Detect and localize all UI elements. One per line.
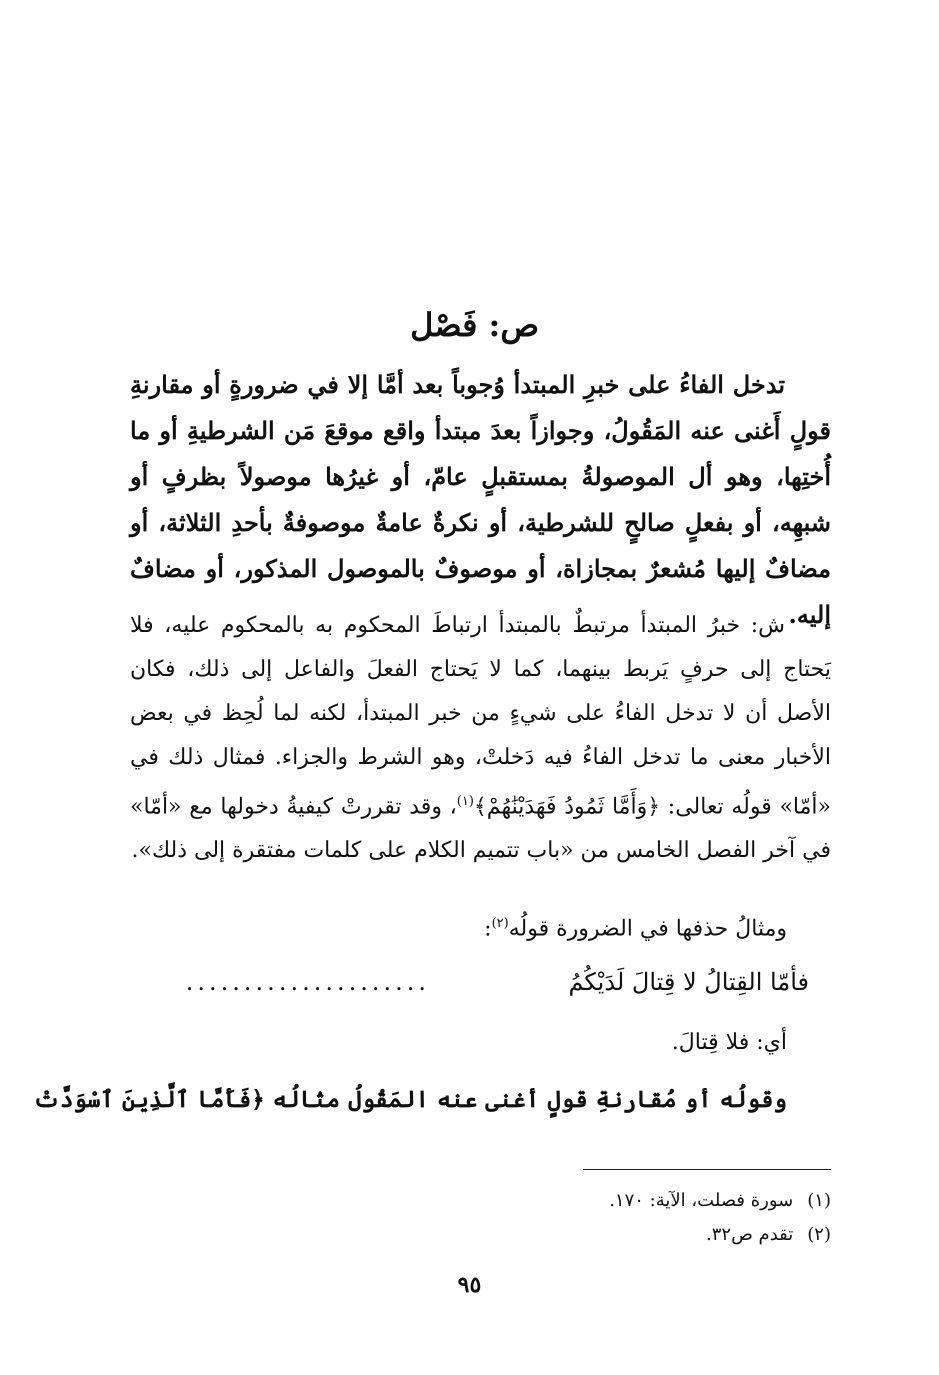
footnote-text: سورة فصلت، الآية: ١٧٠. <box>609 1190 794 1211</box>
footnote-item <box>609 1184 831 1218</box>
footnote-number: (٢) <box>807 1224 831 1245</box>
sharh-text-part2: ، وقد تقررتْ كيفيةُ دخولها مع «أمّا» في آخر الفصل الخامس من «باب تتميم الكلام على كلمات مفتقرة إلى ذلك». <box>130 794 831 864</box>
explanation-line: أي: فلا قِتالَ. <box>671 1030 787 1055</box>
sharh-text-part1: ش: خبرُ المبتدأ مرتبطٌ بالمبتدأ ارتباطَ المحكوم به بالمحكوم عليه، فلا يَحتاج إلى حرفٍ يَربط بينهما، كما لا يَحتاج الفعلَ والفاعل إلى ذلك، فكان الأصل أن لا تدخل الفاءُ على شيءٍ من خبر المبتدأ، لكنه لما لُحِظ في بعض الأخبار معنى ما تدخل الفاءُ فيه دَخلتْ، وهو الشرط والجزاء. فمثال ذلك في «أمّا» قولُه تعالى: ﴿وَأَمَّا ثَمُودُ فَهَدَيْنَٰهُمْ﴾ <box>130 613 831 820</box>
footnotes-list <box>609 1184 831 1252</box>
sharh-example-colon: : <box>484 916 492 942</box>
footnote-separator <box>583 1169 831 1170</box>
matn-text: تدخل الفاءُ على خبرِ المبتدأ وُجوباً بعد أمَّا إلا في ضرورةٍ أو مقارنةِ قولٍ أَغنى عنه المَقُولُ، وجوازاً بعدَ مبتدأ واقع موقعَ مَن الشرطيةِ أو ما أُختِها، وهو أل الموصولةُ بمستقبلٍ عامّ، أو غيرُها موصولاً بظرفٍ أو شبهِه، أو بفعلٍ صالحٍ للشرطية، أو نكرةٌ عامةٌ موصوفةٌ بأحدِ الثلاثة، أو مضافٌ إليها مُشعرٌ بمجازاة، أو موصوفٌ بالموصول المذكور، أو مضافٌ إليه. <box>130 370 831 629</box>
continuation-line: وقولُه أو مُقارنةِ قولٍ أغنى عنه المَقُولُ مثالُه ﴿فَأَمَّا ٱلَّذِينَ ٱسْوَدَّتْ <box>33 1086 787 1113</box>
sharh-example-text: ومثالُ حذفها في الضرورة قولُه <box>508 916 787 942</box>
footnote-text: تقدم ص٣٢. <box>705 1224 794 1245</box>
poetry-verse <box>170 968 809 1012</box>
sharh-paragraph <box>130 604 831 873</box>
page-number: ٩٥ <box>457 1272 482 1298</box>
sharh-example-line <box>484 916 787 941</box>
verse-second-hemistich-dots: ..................... <box>185 968 430 996</box>
section-heading: ص: فَصْل <box>410 306 539 344</box>
verse-first-hemistich: فأمّا القِتالُ لا قِتالَ لَدَيْكُمُ <box>568 968 809 996</box>
footnote-item <box>609 1218 831 1252</box>
footnote-marker-2[interactable]: (٢) <box>491 916 509 931</box>
footnote-number: (١) <box>807 1190 831 1211</box>
footnote-marker-1[interactable]: (١) <box>456 794 474 809</box>
